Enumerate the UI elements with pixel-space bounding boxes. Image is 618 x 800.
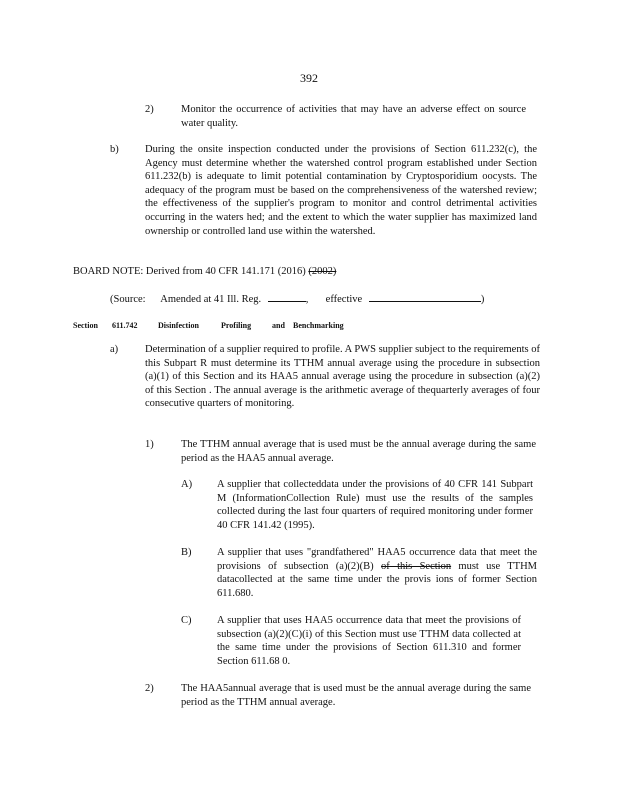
source-line	[110, 291, 484, 307]
list-label: a)	[110, 344, 119, 355]
register-blank	[268, 291, 306, 302]
effective-date-blank	[369, 291, 481, 302]
paragraph-a: Determination of a supplier required to profile. A PWS supplier subject to the requirements of this Subpart R must determine its TTHM annual average using the procedure in subsection (a)(1) of this Section and its HAA5 annual average using the procedure in subsection (a)(2) of this Section . The annual average is the arithmetic average of thequarterly averages of four consecutive quarters of monitoring.	[145, 344, 540, 410]
paragraph-a1: The TTHM annual average that is used must be the annual average during the same period as the HAA5 annual average.	[181, 439, 536, 464]
section-title-4: Benchmarking	[293, 321, 344, 330]
paragraph-b: During the onsite inspection conducted under the provisions of Section 611.232(c), the Agency must determine whether the watershed control program established under Section 611.232(b) is adequate to limit potential contamination by Cryptosporidium oocysts. The adequacy of the program must be based on the comprehensiveness of the watershed review; the effectiveness of the supplier's program to monitor and control detrimental activities occurring in the waters hed; and the extent to which the water supplier has maximized land ownership or controlled land use within the watershed.	[145, 144, 537, 237]
list-label: b)	[110, 144, 119, 155]
board-note	[73, 265, 336, 279]
list-label: A)	[181, 479, 193, 490]
list-label: 2)	[145, 104, 154, 115]
section-number: 611.742	[112, 321, 138, 330]
list-label: 2)	[145, 683, 154, 694]
section-title-2: Profiling	[221, 321, 252, 330]
section-heading	[0, 319, 618, 331]
paragraph-C: A supplier that uses HAA5 occurrence data that meet the provisions of subsection (a)(2)(C)(i) of this Section must use TTHM data collected at the same time under the provisions of Section 611.310 and former Section 611.68 0.	[217, 615, 521, 667]
paragraph-a2: The HAA5annual average that is used must be the annual average during the same period as the TTHM annual average.	[181, 683, 531, 708]
section-title-1: Disinfection	[158, 321, 199, 330]
section-word: Section	[73, 321, 98, 330]
source-prefix: (Source:	[110, 294, 146, 305]
list-label: B)	[181, 547, 192, 558]
paragraph-B-text-2: must use TTHM datacollected at the same time under the provis ions of former Section 611.680.	[217, 560, 538, 599]
list-item-text: Monitor the occurrence of activities that may have an adverse effect on source water quality.	[181, 104, 526, 129]
source-middle: Amended at 41 Ill. Reg.	[160, 294, 262, 305]
list-label: C)	[181, 615, 192, 626]
source-sep: ,	[305, 294, 309, 305]
source-suffix: )	[480, 294, 485, 305]
board-note-text: BOARD NOTE: Derived from 40 CFR 141.171 (2016)	[73, 266, 306, 277]
source-effective: effective	[325, 294, 363, 305]
section-title-3: and	[272, 321, 285, 330]
paragraph-B-text-1: A supplier that uses "grandfathered" HAA5 occurrence data that meet the provisions of subsection (a)(2)(B)	[217, 547, 537, 572]
paragraph-B-struck: of this Section	[381, 560, 452, 572]
board-note-struck: (2002)	[308, 266, 337, 277]
list-label: 1)	[145, 439, 154, 450]
paragraph-A: A supplier that collecteddata under the provisions of 40 CFR 141 Subpart M (InformationCollection Rule) must use the results of the samples collected during the last four quarters of required monitoring under former 40 CFR 141.42 (1995).	[217, 479, 533, 531]
paragraph-B	[217, 546, 537, 600]
page-number: 392	[300, 71, 318, 85]
